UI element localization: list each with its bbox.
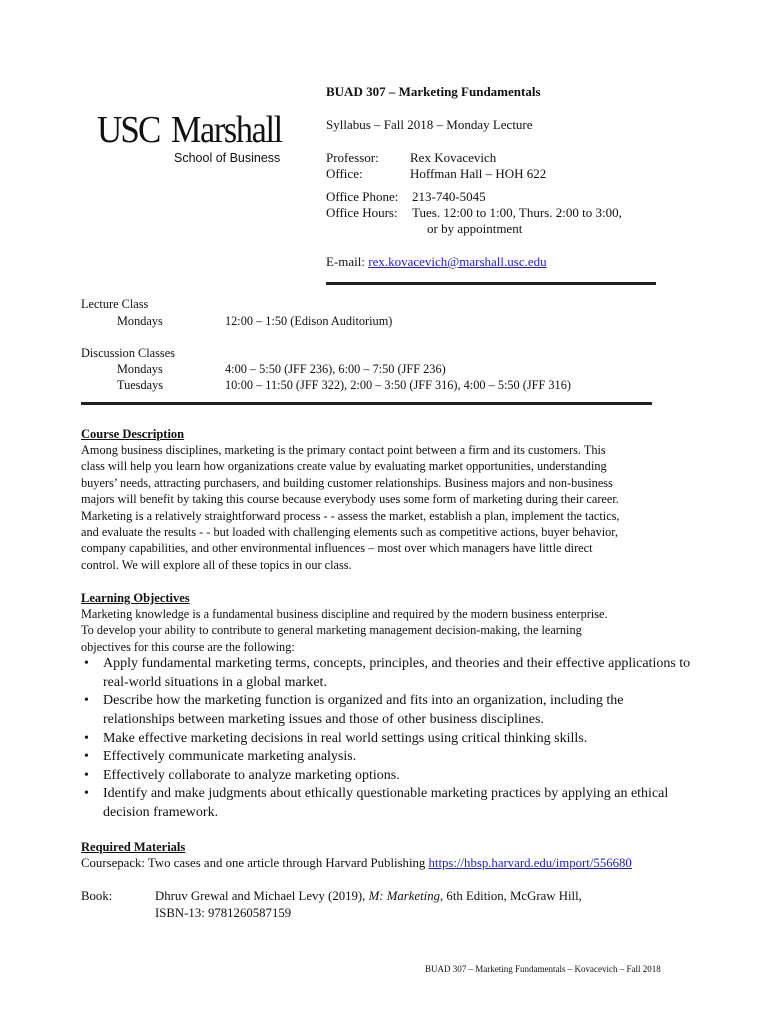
book-authors: Dhruv Grewal and Michael Levy (2019), <box>155 889 369 903</box>
book-line <box>155 888 582 904</box>
office-value: Hoffman Hall – HOH 622 <box>410 166 547 181</box>
course-title: BUAD 307 – Marketing Fundamentals <box>326 84 541 99</box>
course-description-section <box>81 426 701 573</box>
email-label: E-mail: <box>326 254 365 269</box>
paragraph-line: buyers’ needs, attracting purchasers, and building customer relationships. Business majors and non-business <box>81 475 613 490</box>
list-item: • Effectively communicate marketing analysis. <box>81 748 691 767</box>
professor-value: Rex Kovacevich <box>410 150 497 165</box>
discussion-heading: Discussion Classes <box>81 346 175 360</box>
book-isbn: ISBN-13: 9781260587159 <box>155 906 292 920</box>
course-description-title: Course Description <box>81 427 185 441</box>
lecture-time: 12:00 – 1:50 (Edison Auditorium) <box>225 314 393 328</box>
book-label: Book: <box>81 889 113 903</box>
paragraph-line: Marketing knowledge is a fundamental business discipline and required by the modern business enterprise. <box>81 607 608 621</box>
learning-objectives-intro <box>81 606 691 655</box>
paragraph-line: and evaluate the results - - but loaded with challenging elements such as competitive actions, buyer behavior, <box>81 525 618 540</box>
header-divider <box>326 282 656 285</box>
discussion-time-tuesdays: 10:00 – 11:50 (JFF 322), 2:00 – 3:50 (JFF 316), 4:00 – 5:50 (JFF 316) <box>225 378 571 392</box>
paragraph-line: majors will benefit by taking this course because everybody uses some form of marketing during their career. <box>81 492 619 507</box>
required-materials-title: Required Materials <box>81 840 186 854</box>
list-item: • Identify and make judgments about ethically questionable marketing practices by applying an ethical decision framework. <box>81 785 691 822</box>
paragraph-line: To develop your ability to contribute to general marketing management decision-making, the learning <box>81 623 582 638</box>
book-title: M: Marketing <box>368 889 441 903</box>
office-label: Office: <box>326 166 363 181</box>
page-footer: BUAD 307 – Marketing Fundamentals – Kovacevich – Fall 2018 <box>425 964 661 974</box>
paragraph-line: company capabilities, and other environmental influences – most over which managers have little direct <box>81 541 593 556</box>
hours-label: Office Hours: <box>326 205 398 220</box>
lecture-heading: Lecture Class <box>81 297 149 311</box>
logo-school: School of Business <box>174 151 281 165</box>
paragraph-line: Among business disciplines, marketing is the primary contact point between a firm and its customers. This <box>81 443 606 457</box>
coursepack-line <box>81 855 721 871</box>
list-item: • Make effective marketing decisions in real world settings using critical thinking skills. <box>81 730 691 749</box>
logo-usc: USC <box>97 109 160 151</box>
paragraph-line: control. We will explore all of these topics in our class. <box>81 557 352 572</box>
discussion-day-mondays: Mondays <box>117 362 163 376</box>
syllabus-line: Syllabus – Fall 2018 – Monday Lecture <box>326 117 533 132</box>
hours-value: Tues. 12:00 to 1:00, Thurs. 2:00 to 3:00, <box>412 205 622 220</box>
discussion-day-tuesdays: Tuesdays <box>117 378 164 392</box>
objectives-list <box>81 655 691 822</box>
email-link[interactable]: rex.kovacevich@marshall.usc.edu <box>368 254 547 269</box>
professor-label: Professor: <box>326 150 379 165</box>
hours-value-2: or by appointment <box>427 221 523 236</box>
learning-objectives-title: Learning Objectives <box>81 591 190 605</box>
logo-marshall: Marshall <box>171 109 282 151</box>
list-item: • Describe how the marketing function is organized and fits into an organization, including the relationships between marketing issues and those of other business disciplines. <box>81 692 691 729</box>
course-description-body <box>81 442 701 573</box>
paragraph-line: objectives for this course are the following: <box>81 639 295 654</box>
phone-value: 213-740-5045 <box>412 189 486 204</box>
list-item: • Effectively collaborate to analyze marketing options. <box>81 767 691 786</box>
learning-objectives-section <box>81 590 691 823</box>
schedule-divider <box>81 402 652 405</box>
lecture-day: Mondays <box>117 314 163 328</box>
email-line <box>326 254 547 270</box>
discussion-time-mondays: 4:00 – 5:50 (JFF 236), 6:00 – 7:50 (JFF 236) <box>225 362 446 376</box>
coursepack-text: Coursepack: Two cases and one article through Harvard Publishing <box>81 856 429 870</box>
paragraph-line: class will help you learn how organizations create value by evaluating market opportunities, understanding <box>81 459 607 474</box>
book-rest: , 6th Edition, McGraw Hill, <box>440 889 582 903</box>
phone-label: Office Phone: <box>326 189 399 204</box>
list-item: • Apply fundamental marketing terms, concepts, principles, and theories and their effective applications to real-world situations in a global market. <box>81 655 691 692</box>
required-materials-section <box>81 839 721 871</box>
paragraph-line: Marketing is a relatively straightforward process - - assess the market, establish a plan, implement the tactics, <box>81 508 620 523</box>
coursepack-link[interactable]: https://hbsp.harvard.edu/import/556680 <box>428 856 632 870</box>
